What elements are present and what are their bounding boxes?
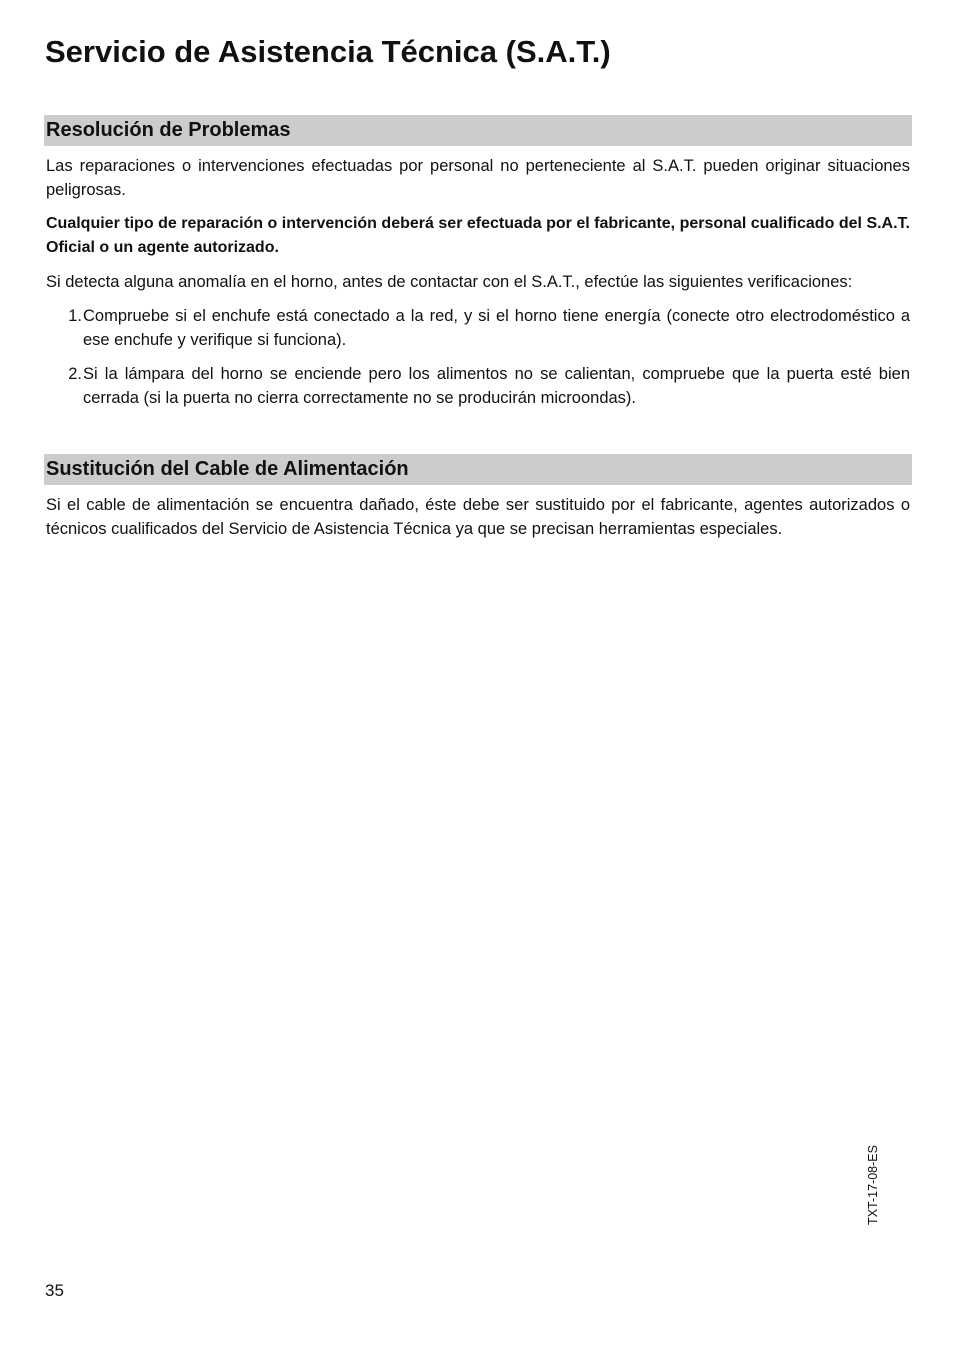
document-code: TXT-17-08-ES: [866, 1145, 880, 1225]
paragraph: Si detecta alguna anomalía en el horno, antes de contactar con el S.A.T., efectúe las siguientes verificaciones:: [46, 273, 853, 291]
section-sustitucion-cable: [44, 454, 912, 541]
paragraph: Si el cable de alimentación se encuentra dañado, éste debe ser sustituido por el fabricante, agentes autorizados o técnicos cualificados del Servicio de Asistencia Técnica ya que se precisan herramientas especiales.: [46, 496, 910, 538]
page-title: Servicio de Asistencia Técnica (S.A.T.): [45, 34, 611, 69]
verification-list: [44, 304, 912, 410]
paragraph: Las reparaciones o intervenciones efectuadas por personal no perteneciente al S.A.T. pueden originar situaciones peligrosas.: [46, 157, 910, 199]
list-text: Compruebe si el enchufe está conectado a la red, y si el horno tiene energía (conecte otro electrodoméstico a ese enchufe y verifique si funciona).: [83, 307, 910, 349]
list-number: 2.: [68, 365, 82, 383]
section-heading: Sustitución del Cable de Alimentación: [44, 454, 912, 485]
section-heading: Resolución de Problemas: [44, 115, 912, 146]
section-resolucion-problemas: [44, 115, 912, 410]
page-number: 35: [45, 1281, 64, 1300]
list-number: 1.: [68, 307, 82, 325]
list-item: [44, 362, 912, 410]
list-item: [44, 304, 912, 352]
list-text: Si la lámpara del horno se enciende pero los alimentos no se calientan, compruebe que la puerta esté bien cerrada (si la puerta no cierra correctamente no se producirán microondas).: [83, 365, 910, 407]
warning-paragraph: Cualquier tipo de reparación o intervención deberá ser efectuada por el fabricante, personal cualificado del S.A.T. Oficial o un agente autorizado.: [46, 215, 910, 256]
